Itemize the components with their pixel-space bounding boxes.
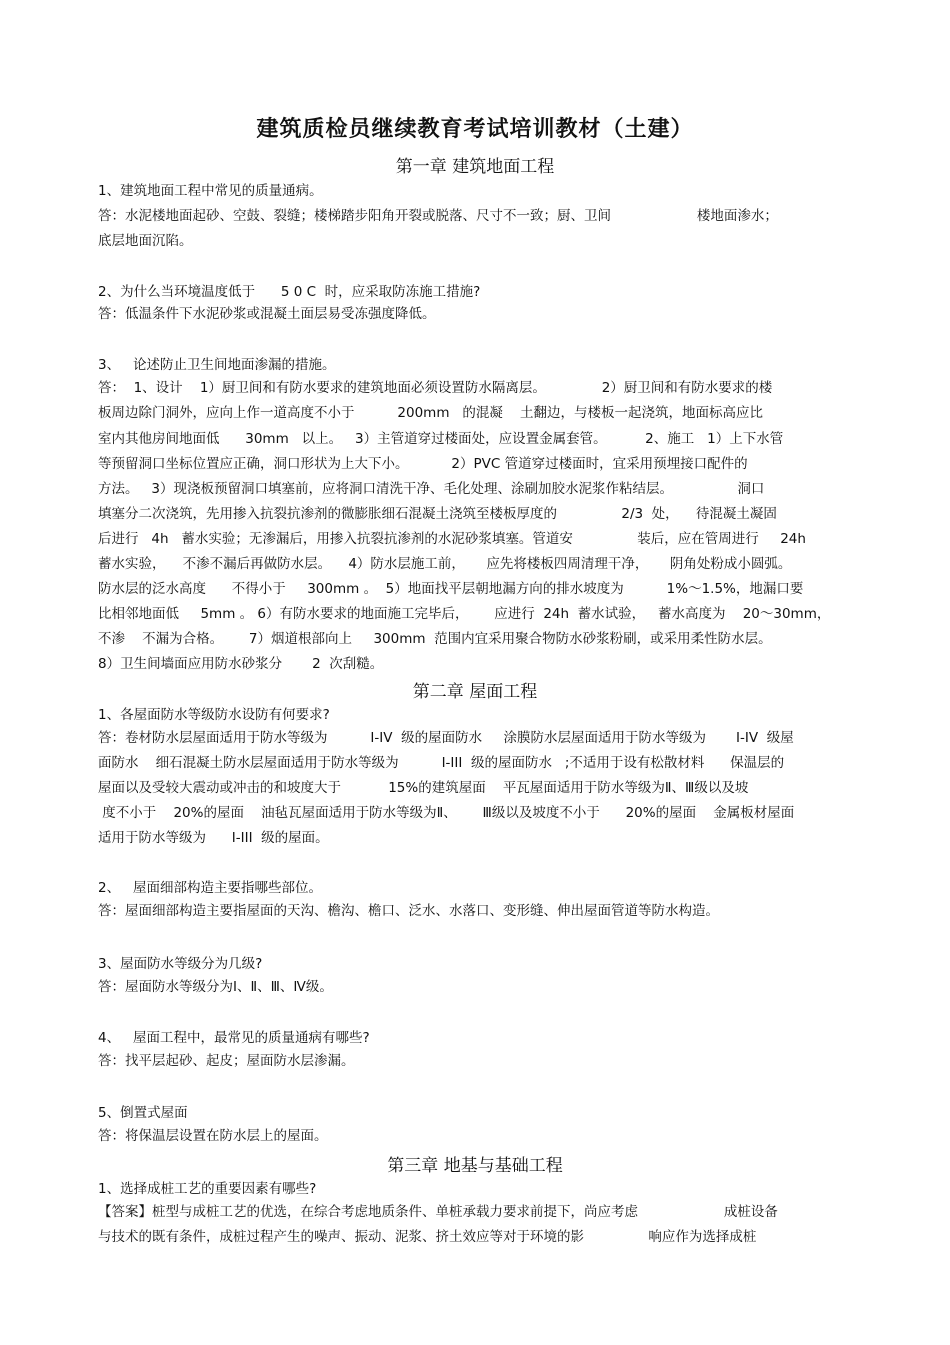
chapter-2-heading: 第二章 屋面工程 [412,682,538,702]
paragraph-line: 3、屋面防水等级分为几级? [98,956,263,972]
paragraph-line: 2、 屋面细部构造主要指哪些部位。 [98,880,322,896]
paragraph-line: 防水层的泛水高度 不得小于 300mm 。 5）地面找平层朝地漏方向的排水坡度为 1%～1.5%，地漏口要 [98,581,804,597]
paragraph-line: 答：屋面防水等级分为Ⅰ、Ⅱ、Ⅲ、Ⅳ级。 [98,979,333,995]
paragraph-line: 答：找平层起砂、起皮；屋面防水层渗漏。 [98,1053,355,1069]
chapter-3-heading: 第三章 地基与基础工程 [387,1156,563,1176]
paragraph-line: 答：将保温层设置在防水层上的屋面。 [98,1128,328,1144]
paragraph-line: 1、建筑地面工程中常见的质量通病。 [98,183,323,199]
paragraph-line: 底层地面沉陷。 [98,233,193,249]
paragraph-line: 2、为什么当环境温度低于 5 0 C 时，应采取防冻施工措施? [98,284,481,300]
paragraph-line: 【答案】桩型与成桩工艺的优选，在综合考虑地质条件、单桩承载力要求前提下，尚应考虑 成桩设备 [98,1204,778,1220]
paragraph-line: 不渗 不漏为合格。 7）烟道根部向上 300mm 范围内宜采用聚合物防水砂浆粉刷，或采用柔性防水层。 [98,631,772,647]
paragraph-line: 室内其他房间地面低 30mm 以上。 3）主管道穿过楼面处，应设置金属套管。 2、施工 1）上下水管 [98,431,784,447]
paragraph-line: 答：卷材防水层屋面适用于防水等级为 I-IV 级的屋面防水 涂膜防水层屋面适用于防水等级为 I-IV 级屋 [98,730,794,746]
paragraph-line: 蓄水实验， 不渗不漏后再做防水层。 4）防水层施工前， 应先将楼板四周清理干净， 阴角处粉成小圆弧。 [98,556,792,572]
paragraph-line: 填塞分二次浇筑，先用掺入抗裂抗渗剂的微膨胀细石混凝土浇筑至楼板厚度的 2/3 处， 待混凝土凝固 [98,506,777,522]
paragraph-line: 板周边除门洞外，应向上作一道高度不小于 200mm 的混凝 土翻边，与楼板一起浇筑，地面标高应比 [98,405,764,421]
paragraph-line: 度不小于 20%的屋面 油毡瓦屋面适用于防水等级为Ⅱ、 Ⅲ级以及坡度不小于 20%的屋面 金属板材屋面 [98,805,795,821]
chapter-1-heading: 第一章 建筑地面工程 [395,157,555,177]
paragraph-line: 适用于防水等级为 I-III 级的屋面。 [98,830,329,846]
paragraph-line: 5、倒置式屋面 [98,1105,188,1121]
paragraph-line: 1、选择成桩工艺的重要因素有哪些? [98,1181,317,1197]
paragraph-line: 答：低温条件下水泥砂浆或混凝土面层易受冻强度降低。 [98,306,436,322]
paragraph-line: 8）卫生间墙面应用防水砂浆分 2 次刮糙。 [98,656,384,672]
paragraph-line: 屋面以及受较大震动或冲击的和坡度大于 15%的建筑屋面 平瓦屋面适用于防水等级为Ⅱ、Ⅲ级以及坡 [98,780,749,796]
paragraph-line: 1、各屋面防水等级防水设防有何要求? [98,707,330,723]
paragraph-line: 等预留洞口坐标位置应正确，洞口形状为上大下小。 2）PVC 管道穿过楼面时，宜采用预埋接口配件的 [98,456,748,472]
paragraph-line: 答： 1、设计 1）厨卫间和有防水要求的建筑地面必须设置防水隔离层。 2）厨卫间和有防水要求的楼 [98,380,773,396]
paragraph-line: 后进行 4h 蓄水实验；无渗漏后，用掺入抗裂抗渗剂的水泥砂浆填塞。管道安 装后，应在管周进行 24h [98,531,806,547]
paragraph-line: 4、 屋面工程中，最常见的质量通病有哪些? [98,1030,370,1046]
document-title: 建筑质检员继续教育考试培训教材（土建） [256,117,694,142]
paragraph-line: 与技术的既有条件，成桩过程产生的噪声、振动、泥浆、挤土效应等对于环境的影 响应作为选择成桩 [98,1229,757,1245]
paragraph-line: 面防水 细石混凝土防水层屋面适用于防水等级为 I-III 级的屋面防水 ;不适用于设有松散材料 保温层的 [98,755,785,771]
paragraph-line: 3、 论述防止卫生间地面渗漏的措施。 [98,357,336,373]
paragraph-line: 方法。 3）现浇板预留洞口填塞前，应将洞口清洗干净、毛化处理、涂刷加胶水泥浆作粘结层。 洞口 [98,481,765,497]
paragraph-line: 答：屋面细部构造主要指屋面的天沟、檐沟、檐口、泛水、水落口、变形缝、伸出屋面管道等防水构造。 [98,903,719,919]
paragraph-line: 答：水泥楼地面起砂、空鼓、裂缝；楼梯踏步阳角开裂或脱落、尺寸不一致；厨、卫间 楼地面渗水； [98,208,778,224]
paragraph-line: 比相邻地面低 5mm 。 6）有防水要求的地面施工完毕后， 应进行 24h 蓄水试验， 蓄水高度为 20～30mm， [98,606,831,622]
